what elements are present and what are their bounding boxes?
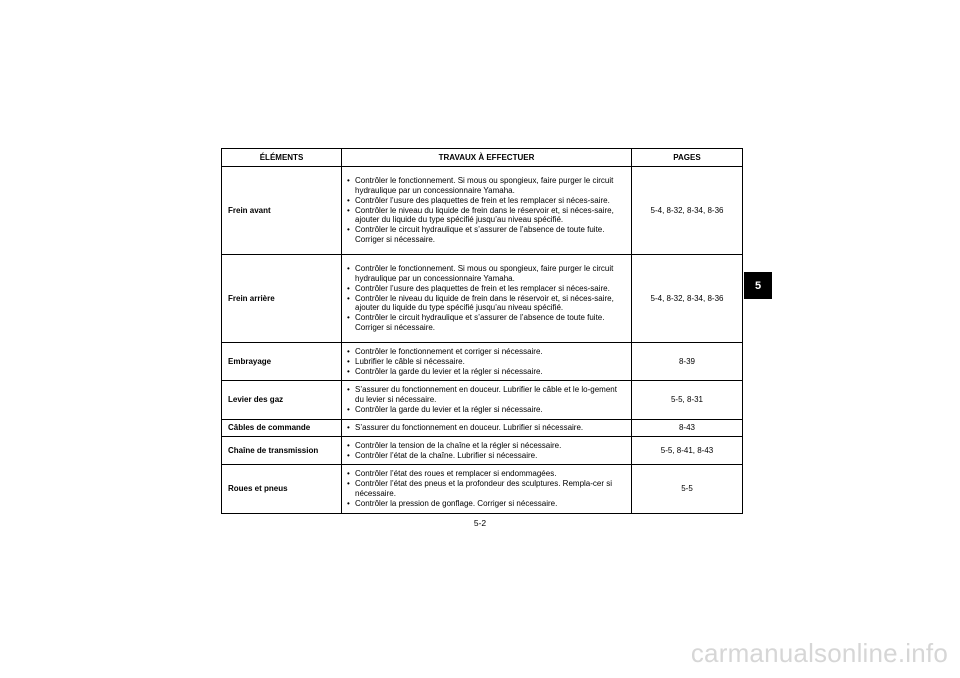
row-tasks [342,343,632,381]
row-pages: 5-5, 8-31 [632,381,743,419]
table-row [222,381,743,419]
header-tasks: TRAVAUX À EFFECTUER [342,149,632,167]
task-item: • Contrôler le fonctionnement. Si mous ou spongieux, faire purger le circuit hydraulique par un concessionnaire Yamaha. [347,176,627,196]
table-row [222,419,743,436]
task-item: • Contrôler le fonctionnement et corriger si nécessaire. [347,347,627,357]
chapter-tab: 5 [744,272,772,299]
row-item: Roues et pneus [222,465,342,513]
row-pages: 5-4, 8-32, 8-34, 8-36 [632,255,743,343]
row-tasks [342,419,632,436]
watermark-text: carmanualsonline.info [690,638,948,668]
row-pages: 5-5, 8-41, 8-43 [632,436,743,465]
row-tasks [342,381,632,419]
row-item: Frein avant [222,167,342,255]
task-item: • Lubrifier le câble si nécessaire. [347,357,627,367]
table-row [222,436,743,465]
row-pages: 5-4, 8-32, 8-34, 8-36 [632,167,743,255]
table-header-row [222,149,743,167]
task-item: • Contrôler le niveau du liquide de frein dans le réservoir et, si néces-saire, ajouter du liquide du type spécifié jusqu’au niveau spécifié. [347,294,627,314]
row-tasks [342,465,632,513]
row-item: Chaîne de transmission [222,436,342,465]
task-item: • S’assurer du fonctionnement en douceur. Lubrifier si nécessaire. [347,423,627,433]
row-item: Embrayage [222,343,342,381]
row-tasks [342,167,632,255]
task-item: • S’assurer du fonctionnement en douceur. Lubrifier le câble et le lo-gement du levier si nécessaire. [347,385,627,405]
task-item: • Contrôler la pression de gonflage. Corriger si nécessaire. [347,499,627,509]
row-pages: 8-39 [632,343,743,381]
task-item: • Contrôler le fonctionnement. Si mous ou spongieux, faire purger le circuit hydraulique par un concessionnaire Yamaha. [347,264,627,284]
row-pages: 8-43 [632,419,743,436]
row-tasks [342,255,632,343]
header-items: ÉLÉMENTS [222,149,342,167]
task-item: • Contrôler l’usure des plaquettes de frein et les remplacer si néces-saire. [347,284,627,294]
task-item: • Contrôler la garde du levier et la régler si nécessaire. [347,405,627,415]
maintenance-table [221,148,743,514]
row-tasks [342,436,632,465]
task-item: • Contrôler l’état des pneus et la profondeur des sculptures. Rempla-cer si nécessaire. [347,479,627,499]
table-row [222,343,743,381]
page-number: 5-2 [473,518,487,528]
task-item: • Contrôler le circuit hydraulique et s’assurer de l’absence de toute fuite. Corriger si nécessaire. [347,313,627,333]
task-item: • Contrôler l’état de la chaîne. Lubrifier si nécessaire. [347,451,627,461]
row-item: Levier des gaz [222,381,342,419]
table-row [222,465,743,513]
table-row [222,255,743,343]
task-item: • Contrôler le niveau du liquide de frein dans le réservoir et, si néces-saire, ajouter du liquide du type spécifié jusqu’au niveau spécifié. [347,206,627,226]
table-row [222,167,743,255]
row-item: Câbles de commande [222,419,342,436]
task-item: • Contrôler le circuit hydraulique et s’assurer de l’absence de toute fuite. Corriger si nécessaire. [347,225,627,245]
header-pages: PAGES [632,149,743,167]
task-item: • Contrôler l’état des roues et remplacer si endommagées. [347,469,627,479]
task-item: • Contrôler la garde du levier et la régler si nécessaire. [347,367,627,377]
row-item: Frein arrière [222,255,342,343]
row-pages: 5-5 [632,465,743,513]
task-item: • Contrôler l’usure des plaquettes de frein et les remplacer si néces-saire. [347,196,627,206]
task-item: • Contrôler la tension de la chaîne et la régler si nécessaire. [347,441,627,451]
